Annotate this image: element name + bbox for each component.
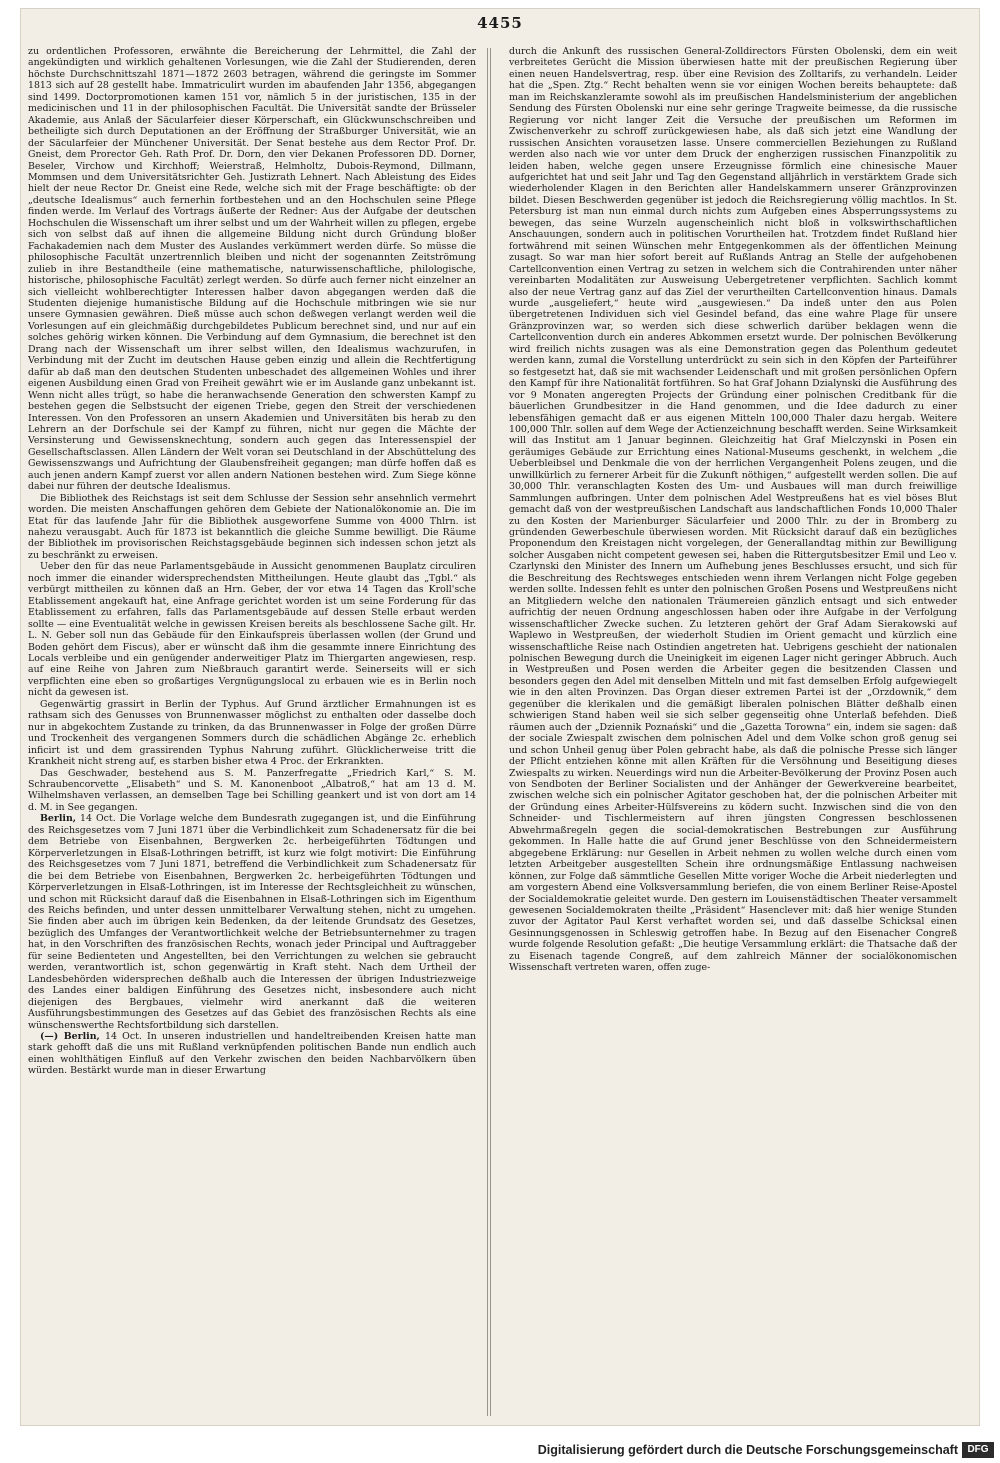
dfg-logo-icon	[962, 1442, 994, 1458]
dfg-logo-text: DFG	[967, 1444, 989, 1455]
right-column	[509, 46, 957, 1418]
paragraph-text: 14 Oct. In unseren industriellen und handeltreibenden Kreisen hatte man stark gehofft daß die uns mit Rußland verknüpfenden politischen Bande nun endlich auch einen wohlthätigen Einfluß auf den Verkehr zwischen den beiden Nachbarvölkern üben würden. Bestärkt wurde man in dieser Erwartung	[28, 1030, 476, 1077]
left-column	[28, 46, 476, 1418]
paragraph-text: Das Geschwader, bestehend aus S. M. Panzerfregatte „Friedrich Karl,“ S. M. Schraubencorvette „Elisabeth“ und S. M. Kanonenboot „Albatroß,“ hat am 13 d. M. Wilhelmshaven verlassen, an demselben Tage bei Schilling geankert und ist von dort am 14 d. M. in See gegangen.	[28, 767, 476, 813]
article-paragraph	[28, 1031, 476, 1077]
article-paragraph	[28, 699, 476, 768]
paragraph-text: zu ordentlichen Professoren, erwähnte die Bereicherung der Lehrmittel, die Zahl der angekündigten und wirklich gehaltenen Vorlesungen, wie die Zahl der Studierenden, deren höchste Durchschnittszahl 1871—1872 2603 betragen, während die geringste im Sommer 1813 sich auf 28 gestellt habe. Immatriculirt wurden im abaufenden Jahr 1356, abgegangen sind 1499. Doctorpromotionen kamen 151 vor, nämlich 5 in der juristischen, 135 in der medicinischen und 11 in der philosophischen Facultät. Die Universität sandte der Brüsseler Akademie, aus Anlaß der Säcularfeier dieser Körperschaft, ein Glückwunschschreiben und betheiligte sich durch Deputationen an der Eröffnung der Straßburger Universität, wie an der Säcularfeier der Münchener Universität. Der Senat bestehe aus dem Rector Prof. Dr. Gneist, dem Prorector Geh. Rath Prof. Dr. Dorn, den vier Dekanen Professoren DD. Dorner, Beseler, Virchow und Kirchhoff; Weierstraß, Helmholtz, Dubois-Reymond, Dillmann, Mommsen und dem Universitätsrichter Geh. Justizrath Lehnert. Nach Ableistung des Eides hielt der neue Rector Dr. Gneist eine Rede, welche sich mit der Frage beschäftigte: ob der „deutsche Idealismus“ auch fernerhin fortbestehen und an den Hochschulen seine Pflege finden werde. Im Verlauf des Vortrags äußerte der Redner: Aus der Aufgabe der deutschen Hochschulen die Wissenschaft um ihrer selbst und um der Wahrheit willen zu pflegen, ergebe sich von selbst daß auf ihnen die allgemeine Bildung nicht durch Gründung bloßer Fachakademien nach dem Muster des Auslandes verkümmert werden dürfe. So müsse die philosophische Facultät unzertrennlich bleiben und nicht der sogenannten Zeitströmung zulieb in ihre Bestandtheile (eine mathematische, naturwissenschaftliche, philologische, historische, philosophische Facultät) zerlegt werden. So dürfe auch ferner nicht einzelner an sich vielleicht wohlberechtigter Interessen halber davon abgegangen werden daß die Studenten diejenige humanistische Bildung auf die Hochschule mitbringen wie sie nur unsere Gymnasien gewähren. Dieß müsse auch schon deßwegen verlangt werden weil die Vorlesungen auf ein gleichmäßig durchgebildetes Publicum berechnet sind, und nur auf ein solches gehörig wirken können. Die Verbindung auf dem Gymnasium, die berechnet ist den Drang nach der Wissenschaft um ihrer selbst willen, den Idealismus wachzurufen, in Verbindung mit der Zucht im deutschen Hause geben einzig und allein die Rechtfertigung dafür ab daß man den deutschen Studenten unbeschadet des allgemeinen Wohles und ihrer eigenen Ausbildung einen Grad von Freiheit gewährt wie er im Auslande ganz unbekannt ist. Wenn nicht alles trügt, so habe die heranwachsende Generation den schwersten Kampf zu bestehen gegen die Selbstsucht der eigenen Triebe, gegen den Streit der verschiedenen Interessen. Von den Professoren an unsern Akademien und Universitäten bis herab zu den Lehrern an der Dorfschule sei der Kampf zu führen, nicht nur gegen die Mächte der Versinsterung und Gewissensknechtung, sondern auch gegen das Interessenspiel der Gesellschaftsclassen. Allen Ländern der Welt voran sei Deutschland in der Abschüttelung des Gewissenszwangs und Aufrichtung der Glaubensfreiheit gegangen; man dürfe hoffen daß es auch jenen andern Kampf zuerst vor allen andern Nationen bestehen wird. Zum Siege könne dabei nur führen der deutsche Idealismus.	[28, 46, 476, 493]
article-paragraph	[509, 46, 957, 974]
page-number: 4455	[477, 14, 523, 32]
article-paragraph	[28, 46, 476, 493]
article-paragraph	[28, 768, 476, 814]
paragraph-text: durch die Ankunft des russischen General-Zolldirectors Fürsten Obolenski, dem ein weit verbreitetes Gerücht die Mission überwiesen hatte mit der preußischen Regierung über einen neuen Handelsvertrag, resp. über eine Revision des Zolltarifs, zu verhandeln. Leider hat die „Spen. Ztg.“ Recht behalten wenn sie vor einigen Wochen bereits behauptete: daß man im Reichskanzleramte sowohl als im preußischen Handelsministerium der angeblichen Sendung des Fürsten Obolenski nur eine sehr geringe Tragweite beimesse, da die russische Regierung vor nicht langer Zeit die Versuche der preußischen um Reformen im Zwischenverkehr zu schroff zurückgewiesen habe, als daß sich jetzt eine Wandlung der russischen Ansichten vorausetzen lasse. Unsere commerciellen Beziehungen zu Rußland werden also nach wie vor unter dem Druck der engherzigen russischen Finanzpolitik zu leiden haben, welche gegen unsere Erzeugnisse förmlich eine chinesische Mauer aufgerichtet hat und seit Jahr und Tag den Gegenstand alljährlich in verstärktem Grade sich wiederholender Klagen in den Berichten aller Handelskammern unserer Gränzprovinzen bildet. Diesen Beschwerden gegenüber ist jedoch die Reichsregierung völlig machtlos. In St. Petersburg ist man nun einmal durch nichts zum Aufgeben eines Absperrungssystems zu bewegen, das seine Wurzeln augenscheinlich nicht bloß in volkswirthschaftlichen Anschauungen, sondern auch in politischen Vorurtheilen hat. Trotzdem findet Rußland hier fortwährend mit seinen Wünschen mehr Entgegenkommen als der öffentlichen Meinung zusagt. So war man hier sofort bereit auf Rußlands Antrag an Stelle der aufgehobenen Cartellconvention einen Vertrag zu setzen in welchem sich die Contrahirenden unter näher vereinbarten Modalitäten zur Ausweisung Uebergetretener verpflichten. Sachlich kommt also der neue Vertrag ganz auf das Ziel der verurtheilten Cartellconvention hinaus. Damals wurde „ausgeliefert,“ heute wird „ausgewiesen.“ Da indeß unter den aus Polen übergetretenen Individuen sich viel Gesindel befand, das eine wahre Plage für unsere Gränzprovinzen war, so werden sich diese schwerlich darüber beklagen wenn die Cartellconvention durch ein anderes Abkommen ersetzt wurde. Der polnischen Bevölkerung wird freilich nichts zusagen was als eine Demonstration gegen das Polenthum gedeutet werden kann, zumal die Vorstellung unterdrückt zu sein sich in den Köpfen der Parteiführer so festgesetzt hat, daß sie mit wachsender Leidenschaft und mit großen persönlichen Opfern den Kampf für ihre Nationalität fortführen. So hat Graf Johann Dzialynski die Ausführung des vor 9 Monaten angeregten Projects der Gründung einer polnischen Creditbank für die bäuerlichen Grundbesitzer in die Hand genommen, und die Idee dadurch zu einer lebensfähigen gemacht daß er aus eigenen Mitteln 100,000 Thaler dazu hergab. Weitere 100,000 Thlr. sollen auf dem Wege der Actienzeichnung beschafft werden. Seine Wirksamkeit will das Institut am 1 Januar beginnen. Gleichzeitig hat Graf Mielczynski in Posen ein geräumiges Gebäude zur Errichtung eines National-Museums geschenkt, in welchem „die Ueberbleibsel und Denkmale die von der herrlichen Vergangenheit Polens zeugen, und die unwillkürlich zu fernerer Arbeit für die Zukunft nöthigen,“ aufgestellt werden sollen. Die auf 30,000 Thlr. veranschlagten Kosten des Um- und Ausbaues will man durch freiwillige Sammlungen aufbringen. Unter dem polnischen Adel Westpreußens hat es viel böses Blut gemacht daß von der westpreußischen Landschaft aus landschaftlichen Fonds 10,000 Thaler zu den Kosten der Marienburger Säcularfeier und 2000 Thlr. zu der in Bromberg zu gründenden Gewerbeschule überwiesen worden. Mit Rücksicht darauf daß ein bezügliches Proponendum den Kreistagen nicht vorgelegen, der Generallandtag mithin zur Bewilligung solcher Ausgaben nicht competent gewesen sei, haben die Rittergutsbesitzer Emil und Leo v. Czarlynski den Minister des Innern um Aufhebung jenes Beschlusses ersucht, und sich für die Beschreitung des Rechtsweges entschieden wenn ihrem Verlangen nicht Folge gegeben werden sollte. Indessen fehlt es unter den polnischen Großen Posens und Westpreußens nicht an Mitgliedern welche den nationalen Träumereien gänzlich entsagt und sich entweder aufrichtig der neuen Ordnung angeschlossen haben oder ihre Aufgabe in der Verfolgung wissenschaftlicher Zwecke suchen. Zu letzteren gehört der Graf Adam Sierakowski auf Waplewo in Westpreußen, der wiederholt Studien im Orient gemacht und kürzlich eine wissenschaftliche Reise nach Ostindien angetreten hat. Uebrigens geschieht der nationalen polnischen Bewegung durch die Uneinigkeit im eigenen Lager nicht geringer Abbruch. Auch in Westpreußen und Posen werden die Arbeiter gegen die besitzenden Classen und besonders gegen den Adel mit denselben Mitteln und mit fast demselben Erfolg aufgewiegelt wie in den alten Provinzen. Das Organ dieser extremen Partei ist der „Orzdownik,“ dem gegenüber die klerikalen und die gemäßigt liberalen polnischen Blätter deßhalb einen schwierigen Stand haben weil sie sich selber gegenseitig ohne Unterlaß befehden. Dieß räumen auch der „Dziennik Poznański“ und die „Gazetta Torowna“ ein, indem sie sagen: daß der sociale Zwiespalt zwischen dem polnischen Adel und dem Volke schon groß genug sei und schon Unheil genug über Polen gebracht habe, als daß die polnische Presse sich länger der Pflicht entziehen könne mit allen Kräften für die Versöhnung und Beseitigung dieses Zwiespalts zu wirken. Neuerdings wird nun die Arbeiter-Bevölkerung der Provinz Posen auch von Sendboten der Berliner Socialisten und der Anhänger der Gewerkvereine bearbeitet, zwischen welche sich ein polnischer Agitator geschoben hat, der die polnischen Arbeiter mit der Gründung eines Arbeiter-Hülfsvereins zu ködern sucht. Inzwischen sind die von den Schneider- und Tischlermeistern auf ihren jüngsten Congressen beschlossenen Abwehrmaßregeln gegen die social-demokratischen Bestrebungen zur Ausführung gekommen. In Halle hatte die auf Grund jener Beschlüsse von den Schneidermeistern abgegebene Erklärung: nur Gesellen in Arbeit nehmen zu wollen welche durch einen vom letzten Arbeitgeber ausgestellten Schein ihre ordnungsmäßige Entlassung nachweisen können, zur Folge daß sämmtliche Gesellen Mitte voriger Woche die Arbeit niederlegten und am vorgestern Abend eine Volksversammlung beriefen, die von einem Berliner Reise-Apostel der Socialdemokratie geleitet wurde. Den gestern im Louisenstädtischen Theater versammelt gewesenen Socialdemokraten theilte „Präsident“ Hasenclever mit: daß hier wenige Stunden zuvor der Agitator Paul Kerst verhaftet worden sei, und daß dasselbe Schicksal einen Gesinnungsgenossen in Schleswig getroffen habe. In Bezug auf den Eisenacher Congreß wurde folgende Resolution gefaßt: „Die heutige Versammlung erklärt: die Thatsache daß der zu Eisenach tagende Congreß, auf dem zahlreich Männer der socialökonomischen Wissenschaft vertreten waren, offen zuge-	[509, 46, 957, 974]
footer-credit-text: Digitalisierung gefördert durch die Deutsche Forschungsgemeinschaft	[537, 1443, 958, 1457]
article-paragraph	[28, 813, 476, 1031]
column-divider-inner	[490, 48, 491, 1416]
paragraph-text: Die Bibliothek des Reichstags ist seit dem Schlusse der Session sehr ansehnlich vermehrt worden. Die meisten Anschaffungen gehören dem Gebiete der Nationalökonomie an. Die im Etat für das laufende Jahr für die Bibliothek ausgeworfene Summe von 4000 Thlrn. ist nahezu verausgabt. Auch für 1873 ist bekanntlich die gleiche Summe bewilligt. Die Räume der Bibliothek im provisorischen Reichstagsgebäude beginnen sich indessen schon jetzt als zu beschränkt zu erweisen.	[28, 492, 476, 561]
paragraph-text: Ueber den für das neue Parlamentsgebäude in Aussicht genommenen Bauplatz circuliren noch immer die einander widersprechendsten Mittheilungen. Heute glaubt das „Tgbl.“ als verbürgt mittheilen zu können daß an Hrn. Geber, der vor etwa 14 Tagen das Kroll'sche Etablissement angekauft hat, eine Anfrage gerichtet worden ist um seine Forderung für das Etablissement zu erfahren, falls das Parlamentsgebäude auf dessen Stelle erbaut werden sollte — eine Eventualität welche in gewissen Kreisen bereits als beschlossene Sache gilt. Hr. L. N. Geber soll nun das Gebäude für den Einkaufspreis überlassen wollen (der Grund und Boden gehört dem Fiscus), aber er wünscht daß ihm die gesammte innere Einrichtung des Locals verbleibe und ein genügender anderweitiger Platz im Thiergarten angewiesen, resp. auf eine Reihe von Jahren zum Nießbrauch garantirt werde. Seinerseits will er sich verpflichten eine eben so großartiges Vergnügungslocal zu erbauen wie es in Berlin noch nicht da gewesen ist.	[28, 561, 476, 699]
column-divider	[487, 48, 488, 1416]
dateline: Berlin,	[40, 813, 77, 825]
paragraph-text: 14 Oct. Die Vorlage welche dem Bundesrath zugegangen ist, und die Einführung des Reichsgesetzes vom 7 Juni 1871 über die Verbindlichkeit zum Schadenersatz für die bei dem Betriebe von Eisenbahnen, Bergwerken 2c. herbeigeführten Tödtungen und Körperverletzungen in Elsaß-Lothringen betrifft, ist kurz wie folgt motivirt: Die Einführung des Reichsgesetzes vom 7 Juni 1871, betreffend die Verbindlichkeit zum Schadenersatz für die bei dem Betriebe von Eisenbahnen, Bergwerken 2c. herbeigeführten Tödtungen und Körperverletzungen in Elsaß-Lothringen, ist im Interesse der Rechtsgleichheit zu wünschen, und schon mit Rücksicht darauf daß die Eisenbahnen in Elsaß-Lothringen sich im Eigenthum des Reichs befinden, und unter dessen unmittelbarer Verwaltung stehen, nicht zu umgehen. Sie finden aber auch im übrigen kein Bedenken, da der leitende Grundsatz des Gesetzes, bezüglich des Umfanges der Verantwortlichkeit welche der Betriebsunternehmer zu tragen hat, in den Vorschriften des französischen Rechts, wonach jeder Principal und Auftraggeber für seine Bedienteten und Angestellten, bei den Verrichtungen zu welchen sie gebraucht werden, verantwortlich ist, schon gegenwärtig in Kraft steht. Nach dem Urtheil der Landesbehörden widersprechen deßhalb auch die Interessen der übrigen Industriezweige des Landes einer baldigen Einführung des Gesetzes nicht, insbesondere auch nicht diejenigen des Bergbaues, vielmehr wird anerkannt daß die weiteren Ausführungsbestimmungen des Gesetzes auf das Gebiet des französischen Rechts als eine wünschenswerthe Rechtsfortbildung sich darstellen.	[28, 813, 476, 1031]
article-paragraph	[28, 561, 476, 698]
dateline: (—) Berlin,	[40, 1030, 100, 1042]
newspaper-page	[20, 8, 980, 1426]
footer-banner	[0, 1440, 1000, 1463]
article-paragraph	[28, 493, 476, 562]
paragraph-text: Gegenwärtig grassirt in Berlin der Typhus. Auf Grund ärztlicher Ermahnungen ist es rathsam sich des Genusses von Brunnenwasser möglichst zu enthalten oder dasselbe doch nur in abgekochtem Zustande zu trinken, da das Brunnenwasser in Folge der großen Dürre und Trockenheit des vergangenen Sommers durch die schädlichen Abgänge 2c. erheblich inficirt ist und dem grassirenden Typhus Nahrung zuführt. Glücklicherweise tritt die Krankheit nicht streng auf, es starben bisher etwa 4 Proc. der Erkrankten.	[28, 698, 476, 768]
